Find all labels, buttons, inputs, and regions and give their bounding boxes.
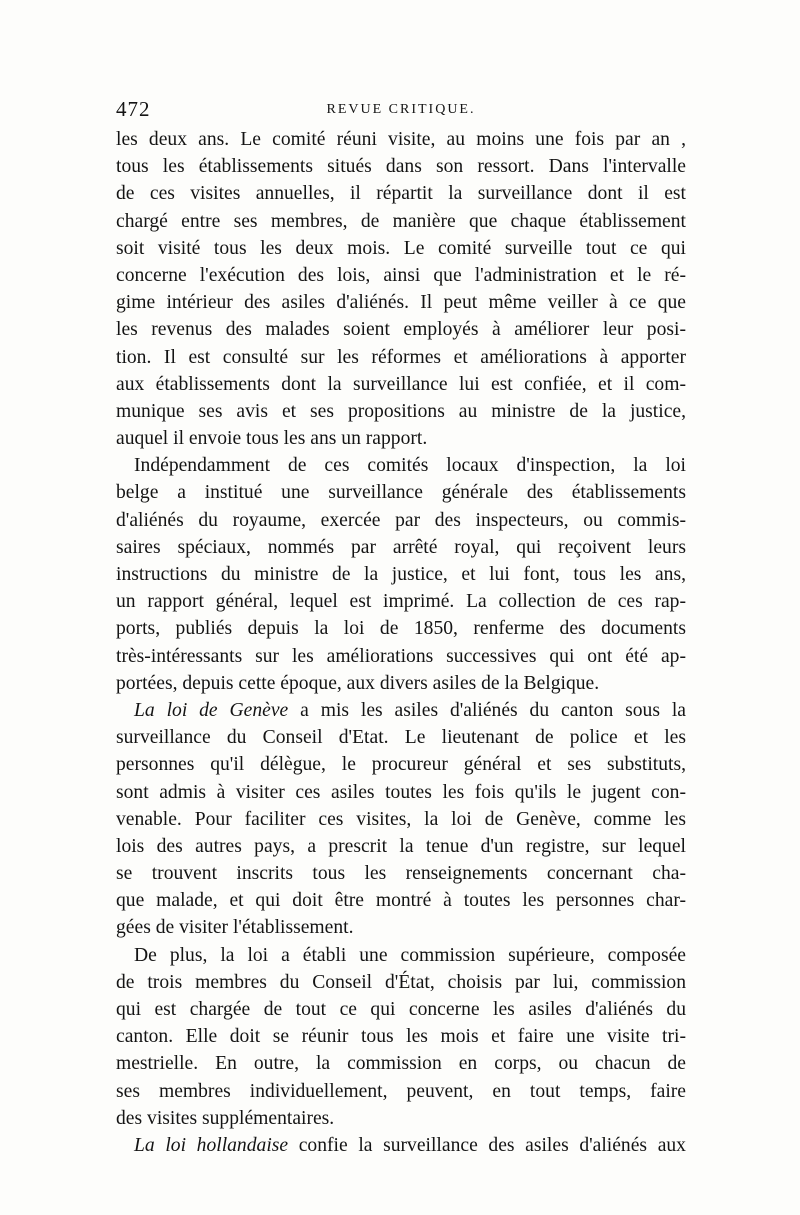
text-line: mestrielle. En outre, la commission en corps, ou chacun de <box>116 1053 686 1075</box>
italic-phrase: La loi de Genève <box>134 699 289 721</box>
text-line: auquel il envoie tous les ans un rapport. <box>116 428 428 450</box>
text-line: concerne l'exécution des lois, ainsi que l'administration et le ré- <box>116 264 686 286</box>
running-head: REVUE CRITIQUE. <box>326 102 476 117</box>
text-line: un rapport général, lequel est imprimé. La collection de ces rap- <box>116 591 686 613</box>
paragraph-start-line <box>116 1132 686 1159</box>
text-line: tous les établissements situés dans son ressort. Dans l'intervalle <box>116 156 686 178</box>
paragraph-start-line: Indépendamment de ces comités locaux d'inspection, la loi <box>134 455 686 477</box>
text-line: d'aliénés du royaume, exercée par des inspecteurs, ou commis- <box>116 509 686 531</box>
text-line: que malade, et qui doit être montré à toutes les personnes char- <box>116 890 686 912</box>
text-line: des visites supplémentaires. <box>116 1107 335 1129</box>
text-line: sont admis à visiter ces asiles toutes les fois qu'ils le jugent con- <box>116 781 686 803</box>
text-line: saires spéciaux, nommés par arrêté royal, qui reçoivent leurs <box>116 536 686 558</box>
text-line: chargé entre ses membres, de manière que chaque établissement <box>116 210 686 232</box>
text-line: gime intérieur des asiles d'aliénés. Il peut même veiller à ce que <box>116 292 686 314</box>
text-line: munique ses avis et ses propositions au ministre de la justice, <box>116 400 686 422</box>
text-line: les deux ans. Le comité réuni visite, au moins une fois par an , <box>116 129 686 150</box>
text-line: portées, depuis cette époque, aux divers asiles de la Belgique. <box>116 672 600 694</box>
text-line: soit visité tous les deux mois. Le comité surveille tout ce qui <box>116 237 686 259</box>
text-line: de trois membres du Conseil d'État, choisis par lui, commission <box>116 971 686 993</box>
paragraph-start-line <box>116 697 686 724</box>
body-text <box>116 126 686 1159</box>
text-line: personnes qu'il délègue, le procureur général et ses substituts, <box>116 754 686 776</box>
text-line: instructions du ministre de la justice, et lui font, tous les ans, <box>116 564 686 585</box>
page-header <box>116 97 686 123</box>
italic-phrase: La loi hollandaise <box>134 1134 289 1156</box>
text-line: venable. Pour faciliter ces visites, la loi de Genève, comme les <box>116 808 686 830</box>
text-line: ses membres individuellement, peuvent, en tout temps, faire <box>116 1080 686 1102</box>
text-line: ports, publiés depuis la loi de 1850, renferme des documents <box>116 618 686 640</box>
text-line: canton. Elle doit se réunir tous les mois et faire une visite tri- <box>116 1026 686 1048</box>
paragraph-start-line: De plus, la loi a établi une commission supérieure, composée <box>134 944 686 966</box>
line-rest: a mis les asiles d'aliénés du canton sous la <box>288 699 686 721</box>
text-line: les revenus des malades soient employés à améliorer leur posi- <box>116 319 686 341</box>
text-line: très-intéressants sur les améliorations successives qui ont été ap- <box>116 645 686 667</box>
text-line: surveillance du Conseil d'Etat. Le lieutenant de police et les <box>116 727 686 749</box>
text-line: gées de visiter l'établissement. <box>116 917 354 939</box>
text-line: qui est chargée de tout ce qui concerne les asiles d'aliénés du <box>116 999 686 1020</box>
page-number: 472 <box>116 97 151 121</box>
text-line: belge a institué une surveillance générale des établissements <box>116 482 686 504</box>
text-line: de ces visites annuelles, il répartit la surveillance dont il est <box>116 183 686 205</box>
text-line: se trouvent inscrits tous les renseignements concernant cha- <box>116 863 686 885</box>
text-line: aux établissements dont la surveillance lui est confiée, et il com- <box>116 373 686 395</box>
line-rest: confie la surveillance des asiles d'aliénés aux <box>288 1134 686 1156</box>
text-line: tion. Il est consulté sur les réformes et améliorations à apporter <box>116 346 686 368</box>
text-line: lois des autres pays, a prescrit la tenue d'un registre, sur lequel <box>116 835 686 857</box>
